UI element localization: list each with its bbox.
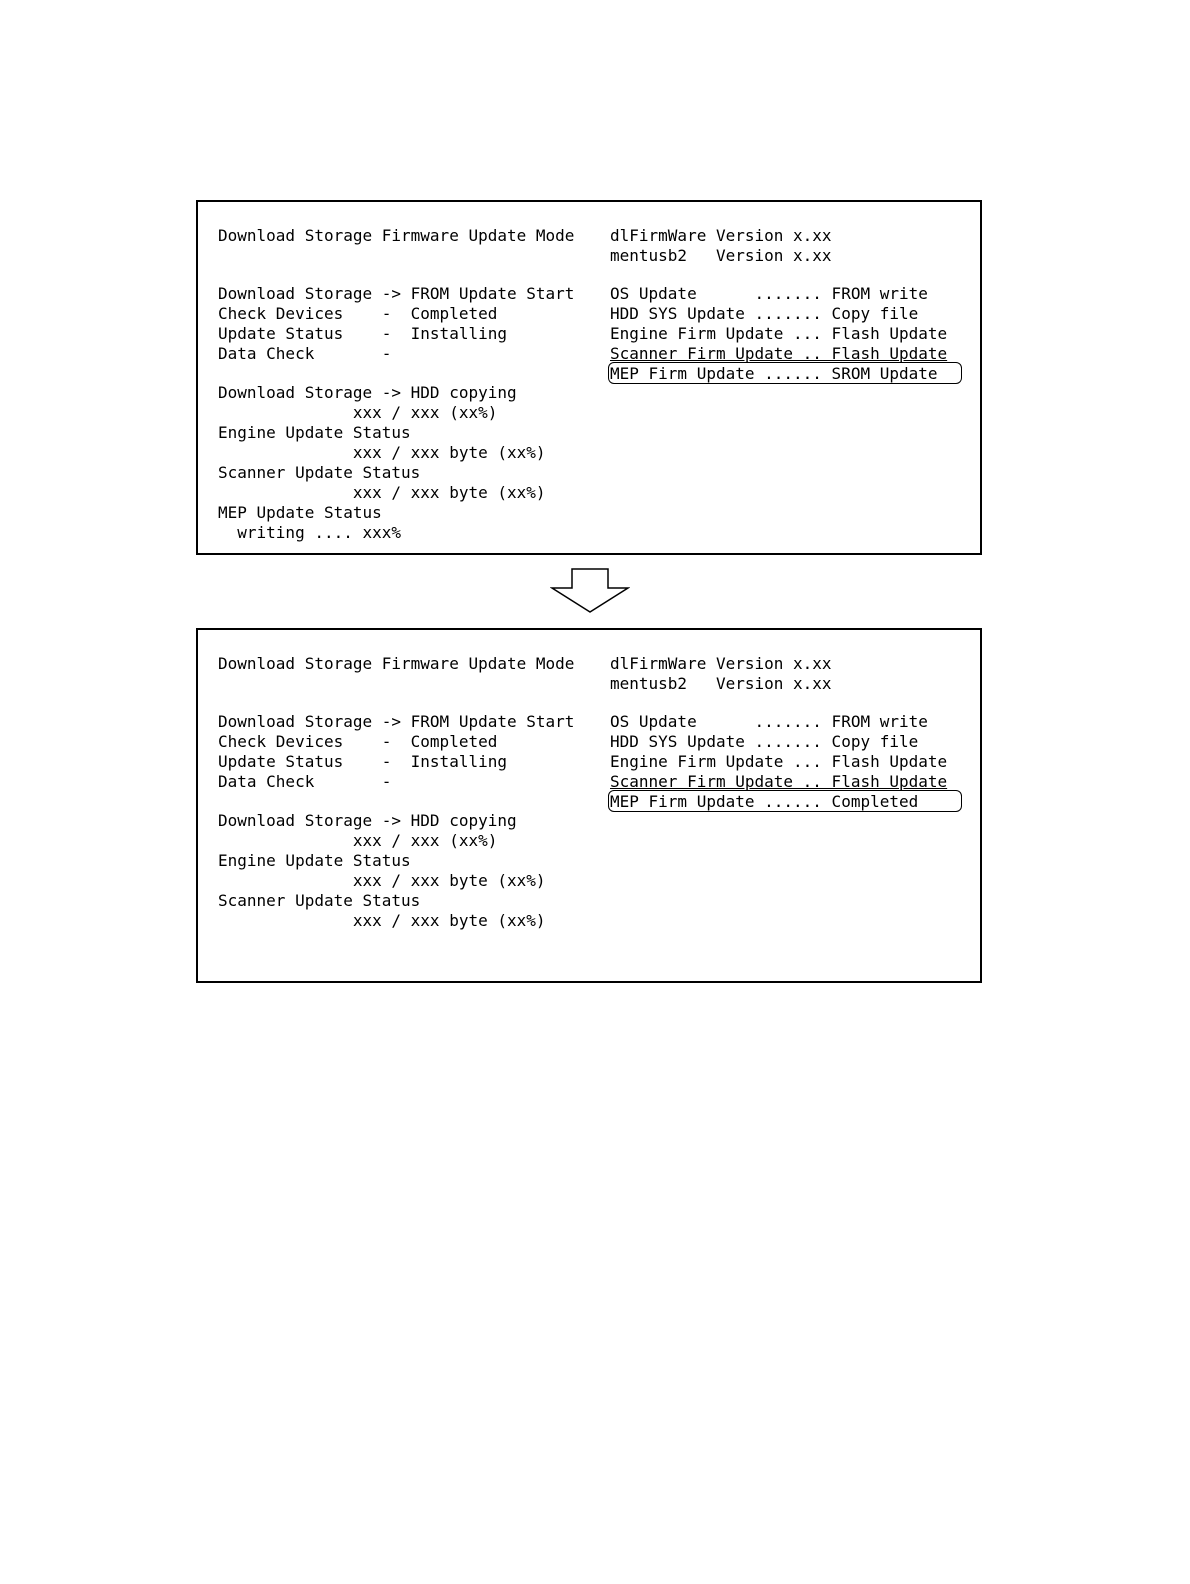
firmware-update-screen-after bbox=[196, 628, 982, 983]
status-line: Check Devices - Completed bbox=[218, 304, 498, 323]
status-line: Data Check - bbox=[218, 772, 392, 791]
screen-title: Download Storage Firmware Update Mode bbox=[218, 654, 575, 673]
highlight-frame bbox=[608, 362, 962, 384]
progress-line: xxx / xxx byte (xx%) bbox=[218, 871, 546, 890]
update-item: Engine Firm Update ... Flash Update bbox=[610, 324, 948, 343]
down-arrow-icon bbox=[550, 568, 630, 614]
firmware-update-screen-before bbox=[196, 200, 982, 555]
highlight-frame bbox=[608, 790, 962, 812]
status-line: Data Check - bbox=[218, 344, 392, 363]
update-item-highlighted: MEP Firm Update ...... Completed bbox=[610, 792, 919, 811]
progress-line: xxx / xxx (xx%) bbox=[218, 403, 498, 422]
update-item: OS Update ....... FROM write bbox=[610, 712, 928, 731]
progress-line: xxx / xxx byte (xx%) bbox=[218, 443, 546, 462]
progress-line: MEP Update Status bbox=[218, 503, 382, 522]
status-line: Download Storage -> FROM Update Start bbox=[218, 712, 575, 731]
progress-line: Scanner Update Status bbox=[218, 463, 421, 482]
update-item-highlighted: MEP Firm Update ...... SROM Update bbox=[610, 364, 938, 383]
update-item: HDD SYS Update ....... Copy file bbox=[610, 304, 919, 323]
progress-line: xxx / xxx (xx%) bbox=[218, 831, 498, 850]
screen-title: Download Storage Firmware Update Mode bbox=[218, 226, 575, 245]
firmware-version-line: dlFirmWare Version x.xx bbox=[610, 654, 832, 673]
mentusb-version-line: mentusb2 Version x.xx bbox=[610, 246, 832, 265]
progress-line: Scanner Update Status bbox=[218, 891, 421, 910]
progress-line: Download Storage -> HDD copying bbox=[218, 811, 517, 830]
firmware-version-line: dlFirmWare Version x.xx bbox=[610, 226, 832, 245]
update-item: Scanner Firm Update .. Flash Update bbox=[610, 772, 948, 791]
progress-line: xxx / xxx byte (xx%) bbox=[218, 483, 546, 502]
status-line: Check Devices - Completed bbox=[218, 732, 498, 751]
update-item: HDD SYS Update ....... Copy file bbox=[610, 732, 919, 751]
update-item: Scanner Firm Update .. Flash Update bbox=[610, 344, 948, 363]
status-line: Update Status - Installing bbox=[218, 324, 507, 343]
update-item: OS Update ....... FROM write bbox=[610, 284, 928, 303]
progress-line: writing .... xxx% bbox=[218, 523, 402, 542]
progress-line: Engine Update Status bbox=[218, 851, 411, 870]
progress-line: xxx / xxx byte (xx%) bbox=[218, 911, 546, 930]
status-line: Update Status - Installing bbox=[218, 752, 507, 771]
mentusb-version-line: mentusb2 Version x.xx bbox=[610, 674, 832, 693]
status-line: Download Storage -> FROM Update Start bbox=[218, 284, 575, 303]
update-item: Engine Firm Update ... Flash Update bbox=[610, 752, 948, 771]
progress-line: Engine Update Status bbox=[218, 423, 411, 442]
progress-line: Download Storage -> HDD copying bbox=[218, 383, 517, 402]
